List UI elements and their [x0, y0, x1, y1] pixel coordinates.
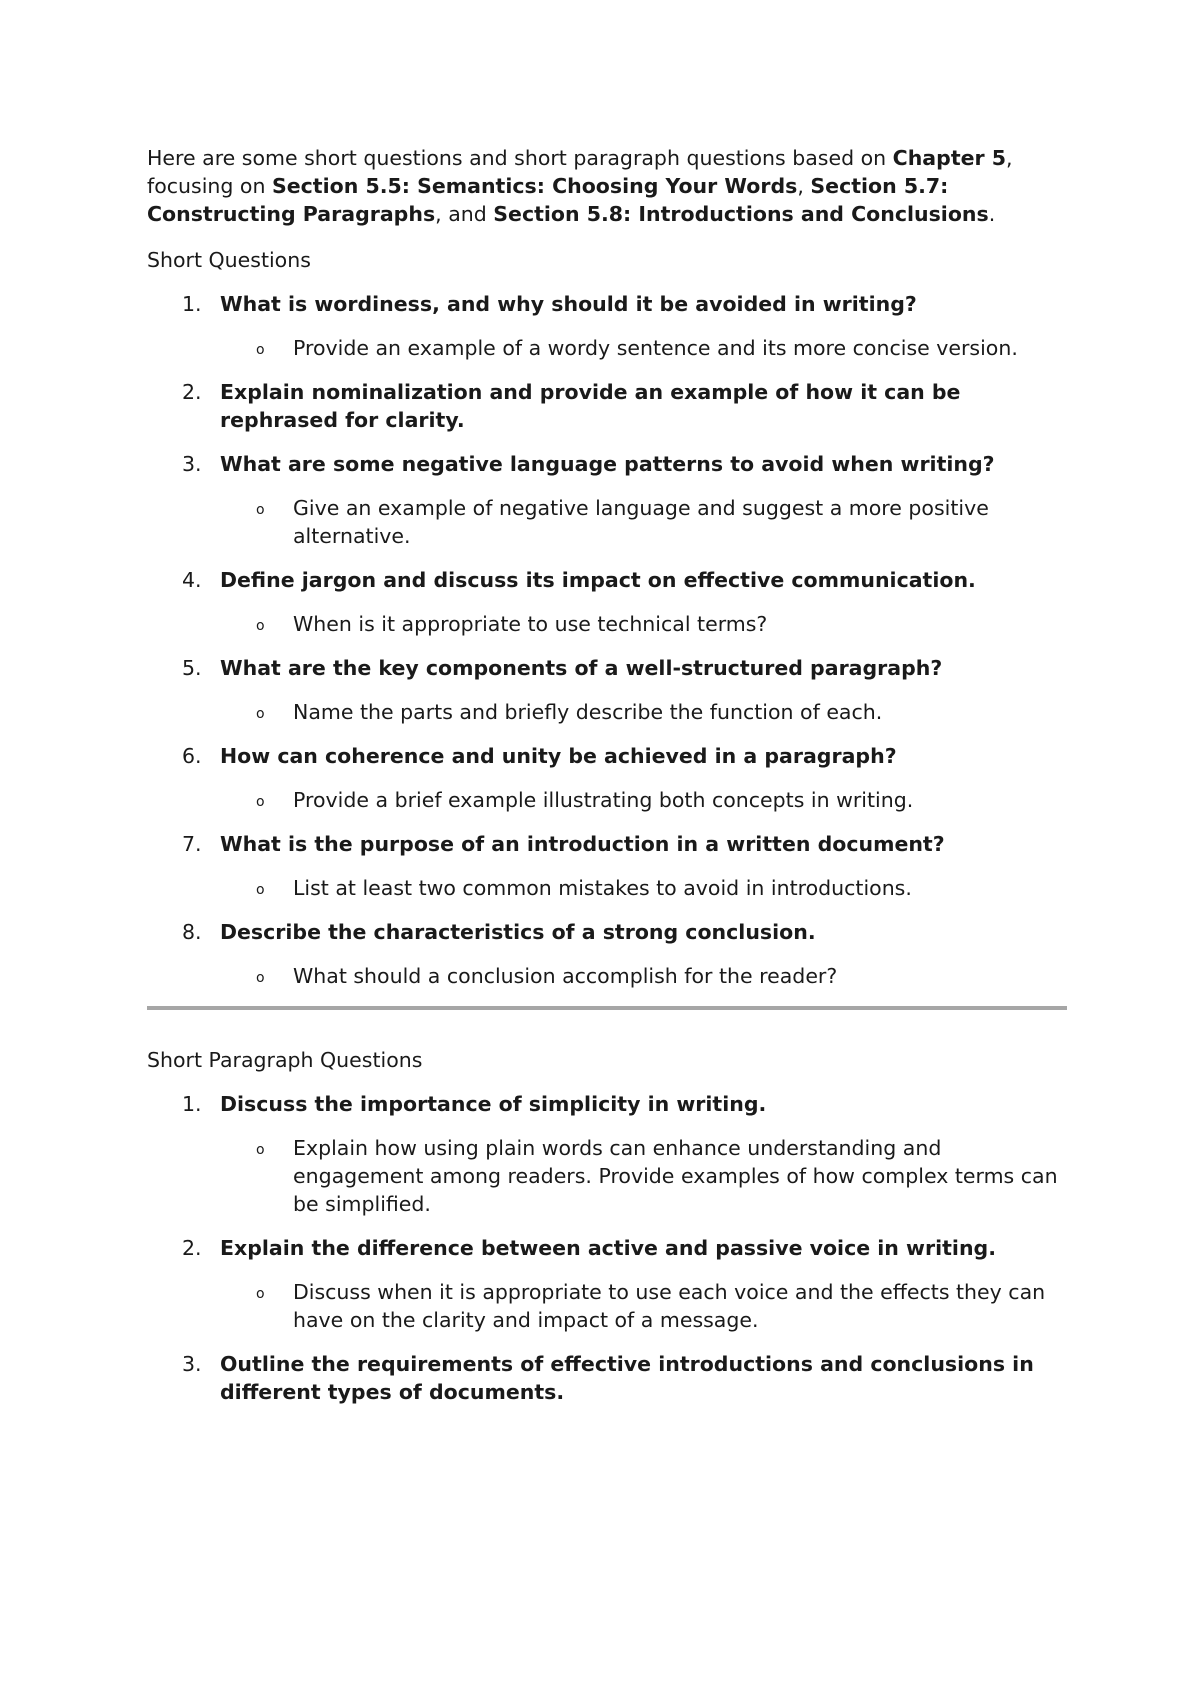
- list-item: [147, 654, 1067, 726]
- sub-text: Provide an example of a wordy sentence and its more concise version.: [293, 336, 1018, 360]
- sub-item: [220, 1278, 1067, 1334]
- list-item: [147, 378, 1067, 434]
- item-number: 6.: [182, 744, 202, 768]
- question-text: Describe the characteristics of a strong conclusion.: [220, 920, 816, 944]
- list-item: [147, 918, 1067, 990]
- sub-item: [220, 698, 1067, 726]
- question-text: What is the purpose of an introduction in a written document?: [220, 832, 945, 856]
- list-item: [147, 290, 1067, 362]
- sub-list: [220, 786, 1067, 814]
- sub-text: What should a conclusion accomplish for the reader?: [293, 964, 838, 988]
- sub-list: [220, 1278, 1067, 1334]
- section-ref: Section 5.7: Constructing Paragraphs: [147, 174, 949, 226]
- short-questions-list: [147, 290, 1067, 990]
- item-number: 2.: [182, 1236, 202, 1260]
- sub-list: [220, 494, 1067, 550]
- bullet-icon: o: [256, 618, 265, 634]
- list-item: [147, 830, 1067, 902]
- bullet-icon: o: [256, 970, 265, 986]
- question-text: Explain nominalization and provide an example of how it can be rephrased for clarity.: [220, 380, 961, 432]
- bullet-icon: o: [256, 502, 265, 518]
- item-number: 8.: [182, 920, 202, 944]
- short-questions-heading: Short Questions: [147, 248, 311, 272]
- question-text: What are some negative language patterns to avoid when writing?: [220, 452, 995, 476]
- list-item: [147, 450, 1067, 550]
- intro-text: .: [988, 202, 996, 226]
- sub-text: When is it appropriate to use technical terms?: [293, 612, 768, 636]
- sub-text: Provide a brief example illustrating both concepts in writing.: [293, 788, 914, 812]
- sub-list: [220, 1134, 1067, 1218]
- sub-list: [220, 698, 1067, 726]
- item-number: 1.: [182, 1092, 202, 1116]
- chapter-ref: Chapter 5: [892, 146, 1007, 170]
- sub-item: [220, 1134, 1067, 1218]
- bullet-icon: o: [256, 882, 265, 898]
- intro-paragraph: [147, 144, 1067, 228]
- item-number: 3.: [182, 452, 202, 476]
- sub-item: [220, 874, 1067, 902]
- question-text: Explain the difference between active and passive voice in writing.: [220, 1236, 996, 1260]
- question-text: What is wordiness, and why should it be avoided in writing?: [220, 292, 917, 316]
- sub-item: [220, 334, 1067, 362]
- intro-text: ,: [797, 174, 811, 198]
- horizontal-rule: [147, 1006, 1067, 1010]
- sub-item: [220, 962, 1067, 990]
- item-number: 1.: [182, 292, 202, 316]
- list-item: [147, 742, 1067, 814]
- paragraph-questions-list: [147, 1090, 1067, 1406]
- section-ref: Section 5.5: Semantics: Choosing Your Words: [271, 174, 798, 198]
- list-item: [147, 566, 1067, 638]
- intro-text: Here are some short questions and short paragraph questions based on: [147, 146, 893, 170]
- sub-item: [220, 494, 1067, 550]
- question-text: Define jargon and discuss its impact on effective communication.: [220, 568, 976, 592]
- question-text: Outline the requirements of effective introductions and conclusions in different types of documents.: [220, 1352, 1034, 1404]
- question-text: What are the key components of a well-structured paragraph?: [220, 656, 943, 680]
- sub-item: [220, 610, 1067, 638]
- sub-text: Explain how using plain words can enhance understanding and engagement among readers. Provide examples of how complex terms can be simplified.: [293, 1136, 1058, 1216]
- sub-text: List at least two common mistakes to avoid in introductions.: [293, 876, 912, 900]
- item-number: 4.: [182, 568, 202, 592]
- paragraph-questions-heading: Short Paragraph Questions: [147, 1048, 423, 1072]
- sub-list: [220, 334, 1067, 362]
- sub-list: [220, 874, 1067, 902]
- bullet-icon: o: [256, 342, 265, 358]
- sub-item: [220, 786, 1067, 814]
- question-text: How can coherence and unity be achieved in a paragraph?: [220, 744, 897, 768]
- list-item: [147, 1234, 1067, 1334]
- list-item: [147, 1350, 1067, 1406]
- bullet-icon: o: [256, 706, 265, 722]
- item-number: 2.: [182, 380, 202, 404]
- sub-text: Give an example of negative language and suggest a more positive alternative.: [293, 496, 989, 548]
- question-text: Discuss the importance of simplicity in writing.: [220, 1092, 767, 1116]
- sub-list: [220, 610, 1067, 638]
- item-number: 5.: [182, 656, 202, 680]
- sub-text: Name the parts and briefly describe the function of each.: [293, 700, 883, 724]
- document-page: [147, 144, 1067, 1422]
- bullet-icon: o: [256, 1286, 265, 1302]
- intro-text: , and: [435, 202, 494, 226]
- bullet-icon: o: [256, 1142, 265, 1158]
- sub-list: [220, 962, 1067, 990]
- bullet-icon: o: [256, 794, 265, 810]
- item-number: 3.: [182, 1352, 202, 1376]
- sub-text: Discuss when it is appropriate to use each voice and the effects they can have on the clarity and impact of a message.: [293, 1280, 1046, 1332]
- intro-text: , focusing on: [147, 146, 1013, 198]
- section-ref: Section 5.8: Introductions and Conclusions: [493, 202, 989, 226]
- item-number: 7.: [182, 832, 202, 856]
- list-item: [147, 1090, 1067, 1218]
